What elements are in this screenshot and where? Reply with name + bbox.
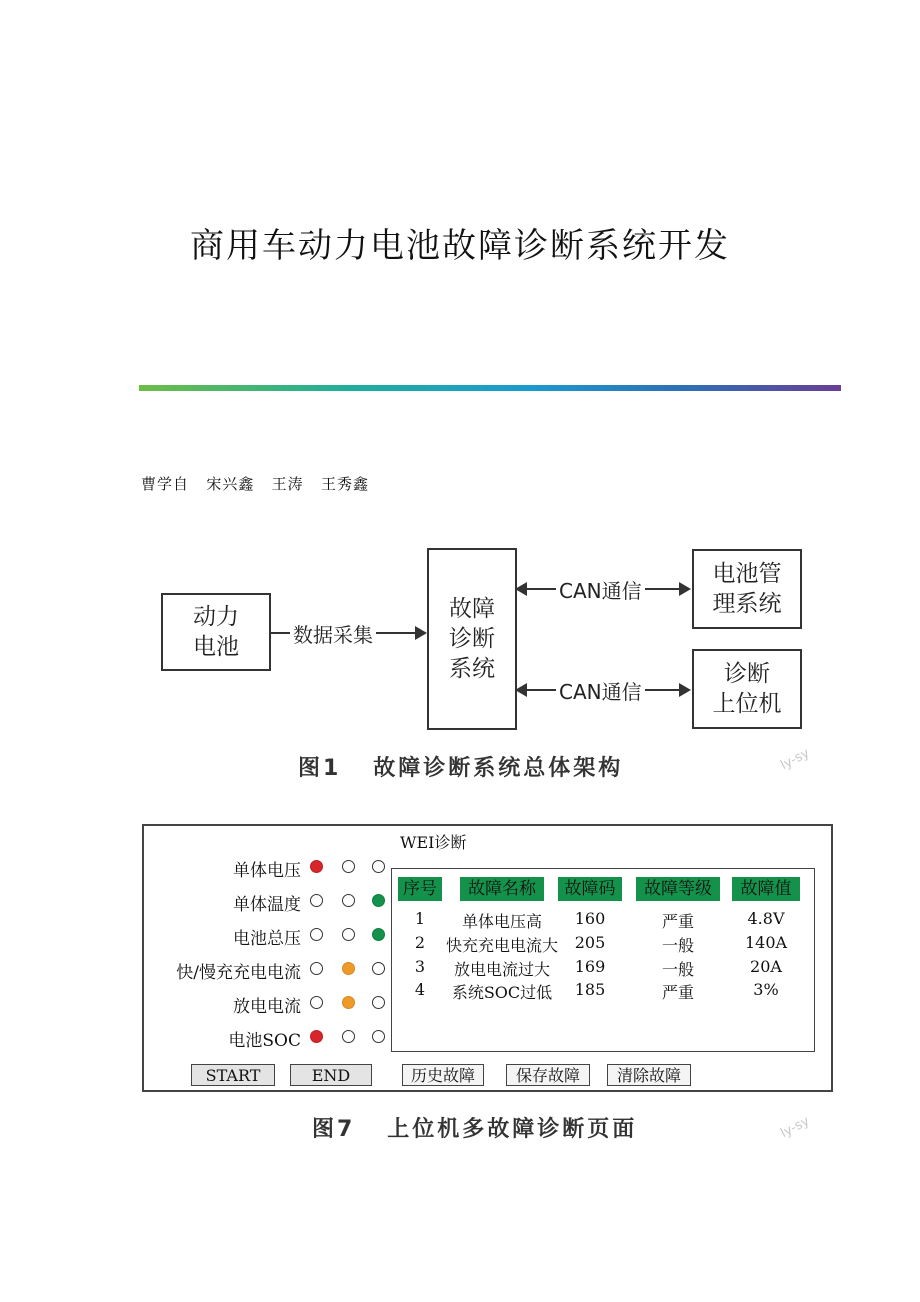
table-cell: 1: [414, 909, 426, 928]
status-light-off: [310, 962, 323, 975]
status-light-off: [372, 1030, 385, 1043]
table-cell: 205: [574, 933, 606, 952]
header-fault-level: 故障等级: [636, 877, 720, 901]
history-fault-button[interactable]: 历史故障: [402, 1064, 484, 1086]
table-cell: 169: [574, 957, 606, 976]
label-can-bms: CAN通信: [556, 575, 645, 604]
status-light-off: [342, 860, 355, 873]
status-light-green: [372, 894, 385, 907]
author-2: 宋兴鑫: [206, 475, 255, 493]
table-cell: 20A: [750, 957, 782, 976]
table-cell: 单体电压高: [461, 912, 542, 931]
table-cell: 放电电流过大: [453, 960, 550, 979]
clear-fault-button[interactable]: 清除故障: [607, 1064, 691, 1086]
gradient-divider: [139, 385, 841, 391]
watermark: ly-sy: [778, 1113, 812, 1142]
indicator-label: 放电电流: [233, 997, 301, 1017]
status-light-red: [310, 1030, 323, 1043]
indicator-label: 快/慢充充电电流: [176, 963, 301, 983]
panel-title: WEI诊断: [400, 833, 467, 852]
status-light-off: [310, 996, 323, 1009]
status-light-off: [342, 894, 355, 907]
start-button[interactable]: START: [191, 1064, 275, 1086]
label-can-host: CAN通信: [556, 676, 645, 705]
status-light-off: [310, 928, 323, 941]
table-cell: 4.8V: [747, 909, 785, 928]
diagnosis-panel: [142, 824, 833, 1092]
end-button[interactable]: END: [290, 1064, 372, 1086]
table-cell: 严重: [661, 912, 694, 931]
table-cell: 快充充电电流大: [445, 936, 558, 955]
table-cell: 系统SOC过低: [451, 983, 553, 1002]
node-power-battery: 动力 电池: [161, 593, 271, 671]
figure7-caption: 图7 上位机多故障诊断页面: [312, 1117, 638, 1142]
table-cell: 140A: [744, 933, 788, 952]
indicator-label: 单体温度: [233, 895, 301, 915]
table-cell: 160: [574, 909, 606, 928]
node-host-computer: 诊断 上位机: [692, 649, 802, 729]
table-cell: 3: [414, 957, 426, 976]
status-light-off: [342, 1030, 355, 1043]
author-1: 曹学自: [141, 475, 190, 493]
fault-table: [391, 868, 815, 1052]
node-bms: 电池管 理系统: [692, 549, 802, 629]
author-3: 王涛: [271, 475, 304, 493]
table-cell: 一般: [661, 960, 694, 979]
label-data-collect: 数据采集: [290, 619, 376, 648]
save-fault-button[interactable]: 保存故障: [506, 1064, 590, 1086]
indicator-label: 单体电压: [233, 861, 301, 881]
indicator-label: 电池SOC: [228, 1031, 301, 1051]
table-cell: 严重: [661, 983, 694, 1002]
header-fault-value: 故障值: [732, 877, 800, 901]
figure1-caption: 图1 故障诊断系统总体架构: [298, 756, 624, 781]
header-fault-name: 故障名称: [460, 877, 544, 901]
table-cell: 4: [414, 980, 426, 999]
table-cell: 3%: [753, 980, 779, 999]
table-cell: 2: [414, 933, 426, 952]
author-4: 王秀鑫: [320, 475, 369, 493]
status-light-red: [310, 860, 323, 873]
status-light-off: [342, 928, 355, 941]
status-light-orange: [342, 962, 355, 975]
table-cell: 185: [574, 980, 606, 999]
status-light-off: [310, 894, 323, 907]
header-fault-code: 故障码: [558, 877, 622, 901]
author-list: [141, 473, 369, 494]
watermark: ly-sy: [778, 745, 812, 774]
status-light-off: [372, 860, 385, 873]
status-light-orange: [342, 996, 355, 1009]
header-index: 序号: [398, 877, 442, 901]
document-title: 商用车动力电池故障诊断系统开发: [190, 226, 730, 266]
indicator-label: 电池总压: [233, 929, 301, 949]
table-cell: 一般: [661, 936, 694, 955]
node-diagnosis-system: 故障 诊断 系统: [427, 548, 517, 730]
